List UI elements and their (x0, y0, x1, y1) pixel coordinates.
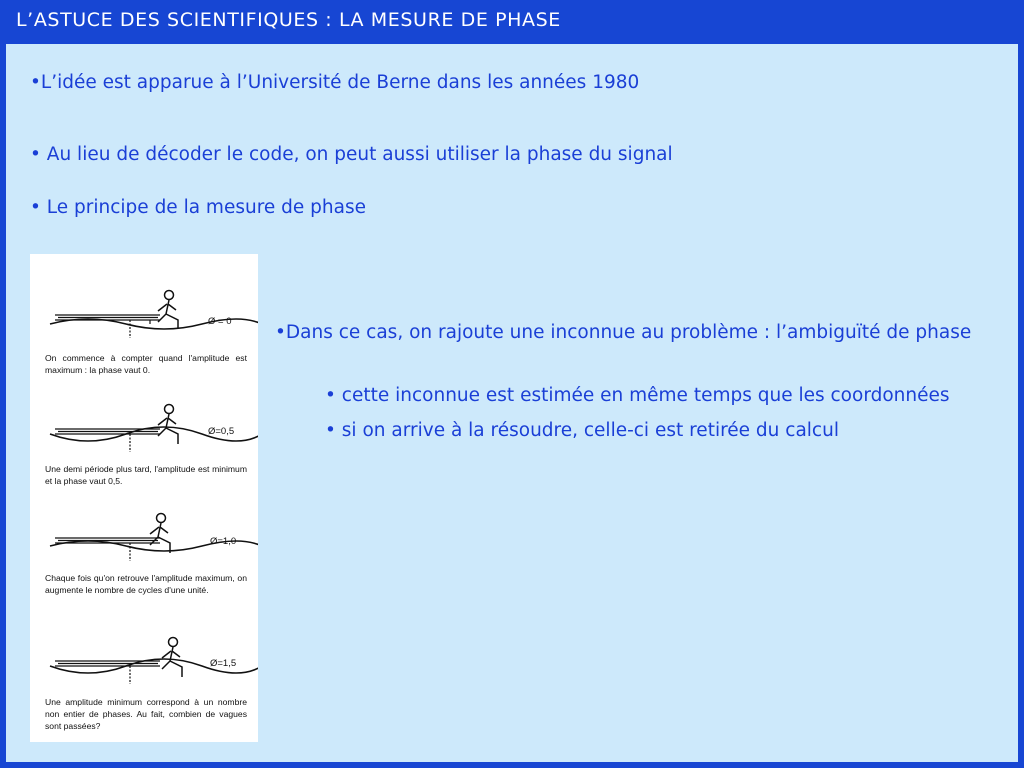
phase-label-1: Ø = 0 (208, 316, 232, 327)
walking-person-icon (162, 638, 182, 678)
jetty-icon (55, 315, 160, 338)
phase-label-4: Ø=1,5 (210, 658, 237, 669)
bullet-phase-signal: • Au lieu de décoder le code, on peut aussi utiliser la phase du signal (30, 144, 673, 165)
panel-3 (50, 514, 258, 562)
sub-bullet-removed: • si on arrive à la résoudre, celle-ci est retirée du calcul (325, 420, 839, 441)
phase-illustration-drawing (30, 254, 258, 742)
panel-2 (50, 405, 258, 453)
caption-4: Une amplitude minimum correspond à un nombre non entier de phases. Au fait, combien de vagues sont passées? (45, 697, 247, 731)
panel-1 (50, 291, 258, 339)
bullet-ambiguity: •Dans ce cas, on rajoute une inconnue au problème : l’ambiguïté de phase (275, 322, 972, 343)
sub-bullet-estimated: • cette inconnue est estimée en même temps que les coordonnées (325, 385, 950, 406)
caption-2: Une demi période plus tard, l'amplitude est minimum et la phase vaut 0,5. (45, 464, 247, 486)
bullet-principle: • Le principe de la mesure de phase (30, 197, 366, 218)
title-bar (0, 0, 1024, 42)
caption-3: Chaque fois qu'on retrouve l'amplitude maximum, on augmente le nombre de cycles d'une unité. (45, 573, 247, 595)
walking-person-icon (158, 291, 178, 329)
slide-title: L’ASTUCE DES SCIENTIFIQUES : LA MESURE DE PHASE (16, 9, 561, 31)
jetty-icon (55, 429, 160, 452)
content-panel (6, 44, 1018, 762)
phase-label-3: Ø=1,0 (210, 536, 237, 547)
jetty-icon (55, 661, 160, 684)
walking-person-icon (158, 405, 178, 445)
caption-1: On commence à compter quand l'amplitude est maximum : la phase vaut 0. (45, 353, 247, 375)
phase-label-2: Ø=0,5 (208, 426, 235, 437)
walking-person-icon (150, 514, 170, 554)
phase-illustration (30, 254, 258, 742)
panel-4 (50, 638, 258, 685)
bullet-origin: •L’idée est apparue à l’Université de Berne dans les années 1980 (30, 72, 640, 93)
